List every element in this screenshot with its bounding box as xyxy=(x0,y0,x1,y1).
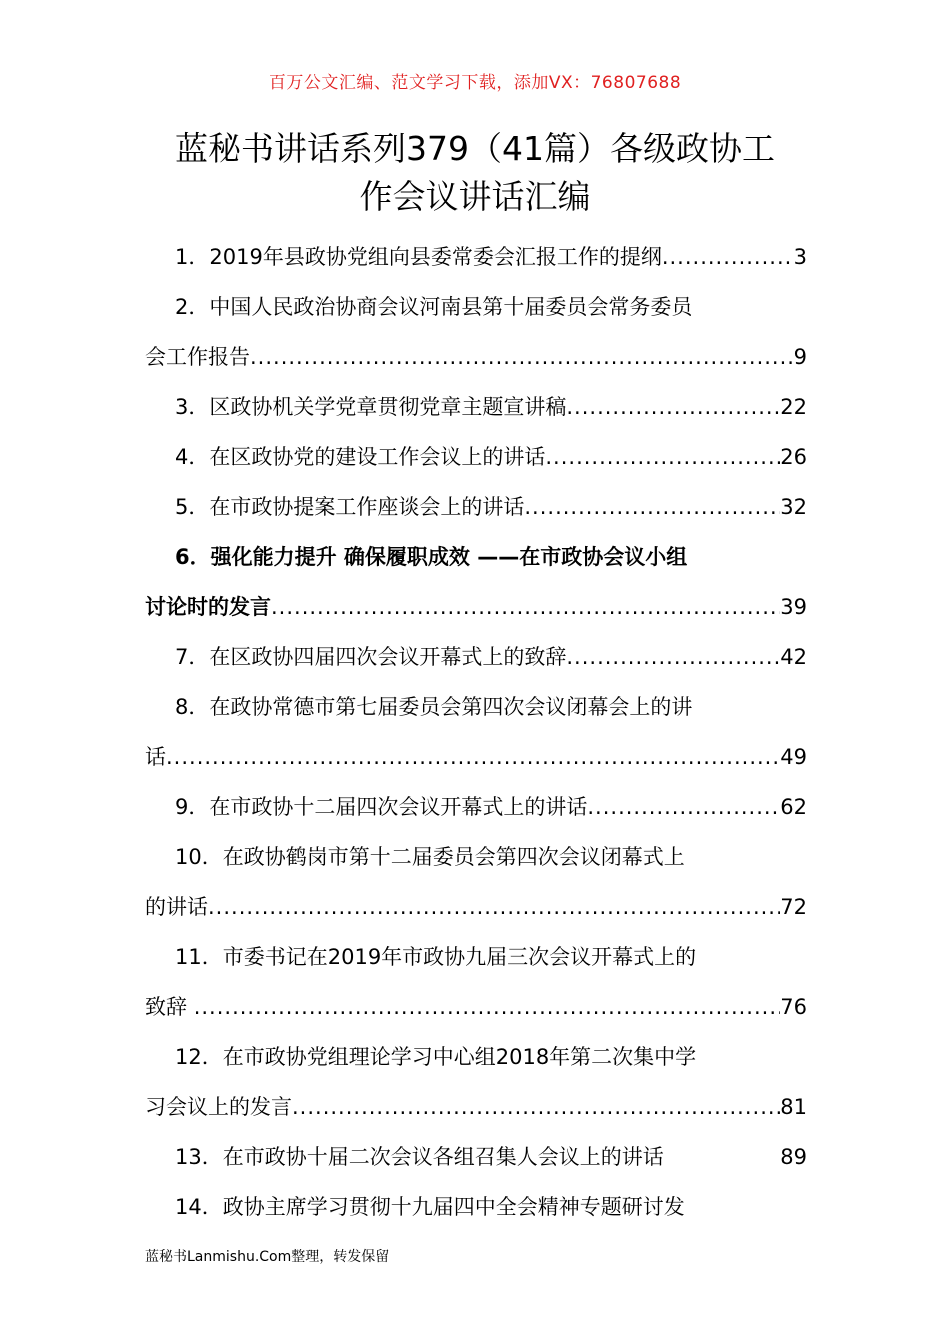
dot-leader xyxy=(292,1082,780,1132)
toc-entry-4[interactable] xyxy=(145,432,807,482)
toc-entry-page: 42 xyxy=(780,645,807,669)
toc-entry-number: 1． xyxy=(175,245,210,269)
footer-note: 蓝秘书Lanmishu.Com整理，转发保留 xyxy=(145,1249,390,1265)
dot-leader xyxy=(271,582,780,632)
toc-entry-title-cont: 话 xyxy=(145,745,166,769)
toc-entry-title: 在市政协提案工作座谈会上的讲话 xyxy=(209,495,525,519)
toc-entry-title: 在市政协十届二次会议各组召集人会议上的讲话 xyxy=(222,1145,684,1169)
toc-entry-title-cont: 讨论时的发言 xyxy=(145,595,271,619)
toc-entry-number: 8． xyxy=(175,695,210,719)
toc-entry-title: 在政协鹤岗市第十二届委员会第四次会议闭幕式上 xyxy=(222,845,685,869)
toc-entry-6-continuation[interactable] xyxy=(145,582,807,632)
dot-leader xyxy=(587,782,780,832)
toc-entry-number: 5． xyxy=(175,495,210,519)
toc-entry-13[interactable] xyxy=(145,1132,807,1182)
toc-entry-title: 在市政协党组理论学习中心组2018年第二次集中学 xyxy=(222,1045,697,1069)
toc-entry-title: 市委书记在2019年市政协九届三次会议开幕式上的 xyxy=(222,945,697,969)
toc-entry-number: 10． xyxy=(175,845,223,869)
dot-leader xyxy=(208,882,780,932)
table-of-contents xyxy=(145,232,807,1232)
toc-entry-3[interactable] xyxy=(145,382,807,432)
toc-entry-title: 在区政协党的建设工作会议上的讲话 xyxy=(209,445,546,469)
header-watermark-note: 百万公文汇编、范文学习下载，添加VX：76807688 xyxy=(268,73,682,93)
toc-entry-number: 4． xyxy=(175,445,210,469)
toc-entry-7[interactable] xyxy=(145,632,807,682)
toc-entry-9[interactable] xyxy=(145,782,807,832)
toc-entry-page: 81 xyxy=(780,1095,807,1119)
toc-entry-number: 11． xyxy=(175,945,223,969)
toc-entry-5[interactable] xyxy=(145,482,807,532)
toc-entry-title-cont: 的讲话 xyxy=(145,895,208,919)
title-line-2: 作会议讲话汇编 xyxy=(359,177,591,216)
toc-entry-14[interactable] xyxy=(145,1182,807,1232)
dot-leader xyxy=(166,732,780,782)
dot-leader xyxy=(566,632,780,682)
toc-entry-number: 12． xyxy=(175,1045,223,1069)
toc-entry-page: 9 xyxy=(793,345,807,369)
toc-entry-page: 89 xyxy=(780,1145,807,1169)
toc-entry-2[interactable] xyxy=(145,282,807,332)
toc-entry-10-continuation[interactable] xyxy=(145,882,807,932)
toc-entry-page: 22 xyxy=(780,395,807,419)
dot-leader xyxy=(524,482,780,532)
toc-entry-page: 62 xyxy=(780,795,807,819)
toc-entry-page: 49 xyxy=(780,745,807,769)
toc-entry-number: 13． xyxy=(175,1145,223,1169)
toc-entry-number: 14． xyxy=(175,1195,223,1219)
toc-entry-page: 26 xyxy=(780,445,807,469)
toc-entry-number: 7． xyxy=(175,645,210,669)
toc-entry-page: 32 xyxy=(780,495,807,519)
toc-entry-number: 9． xyxy=(175,795,210,819)
toc-entry-12[interactable] xyxy=(145,1032,807,1082)
dot-leader xyxy=(250,332,794,382)
toc-entry-number: 6． xyxy=(175,545,211,569)
dot-leader xyxy=(662,232,794,282)
toc-entry-title: 强化能力提升 确保履职成效 ——在市政协会议小组 xyxy=(210,545,688,569)
toc-entry-11-continuation[interactable] xyxy=(145,982,807,1032)
toc-entry-title-cont: 习会议上的发言 xyxy=(145,1095,292,1119)
document-title xyxy=(140,125,810,221)
toc-entry-1[interactable] xyxy=(145,232,807,282)
toc-entry-title: 区政协机关学党章贯彻党章主题宣讲稿 xyxy=(209,395,567,419)
toc-entry-10[interactable] xyxy=(145,832,807,882)
toc-entry-8[interactable] xyxy=(145,682,807,732)
toc-entry-6[interactable] xyxy=(145,532,807,582)
toc-entry-title-cont: 会工作报告 xyxy=(145,345,250,369)
toc-entry-title: 政协主席学习贯彻十九届四中全会精神专题研讨发 xyxy=(222,1195,685,1219)
dot-leader xyxy=(566,382,780,432)
toc-entry-number: 2． xyxy=(175,295,210,319)
toc-entry-title: 在政协常德市第七届委员会第四次会议闭幕会上的讲 xyxy=(209,695,693,719)
toc-entry-page: 76 xyxy=(780,995,807,1019)
toc-entry-2-continuation[interactable] xyxy=(145,332,807,382)
toc-entry-8-continuation[interactable] xyxy=(145,732,807,782)
toc-entry-title: 在市政协十二届四次会议开幕式上的讲话 xyxy=(209,795,588,819)
toc-entry-title: 中国人民政治协商会议河南县第十届委员会常务委员 xyxy=(209,295,693,319)
dot-leader xyxy=(545,432,780,482)
toc-entry-12-continuation[interactable] xyxy=(145,1082,807,1132)
toc-entry-title-cont: 致辞 xyxy=(145,995,194,1019)
toc-entry-page: 72 xyxy=(780,895,807,919)
toc-entry-page: 39 xyxy=(780,595,807,619)
toc-entry-11[interactable] xyxy=(145,932,807,982)
toc-entry-number: 3． xyxy=(175,395,210,419)
toc-entry-title: 2019年县政协党组向县委常委会汇报工作的提纲 xyxy=(209,245,662,269)
toc-entry-page: 3 xyxy=(793,245,807,269)
title-line-1: 蓝秘书讲话系列379（41篇）各级政协工 xyxy=(175,129,775,168)
dot-leader xyxy=(194,982,781,1032)
toc-entry-title: 在区政协四届四次会议开幕式上的致辞 xyxy=(209,645,567,669)
